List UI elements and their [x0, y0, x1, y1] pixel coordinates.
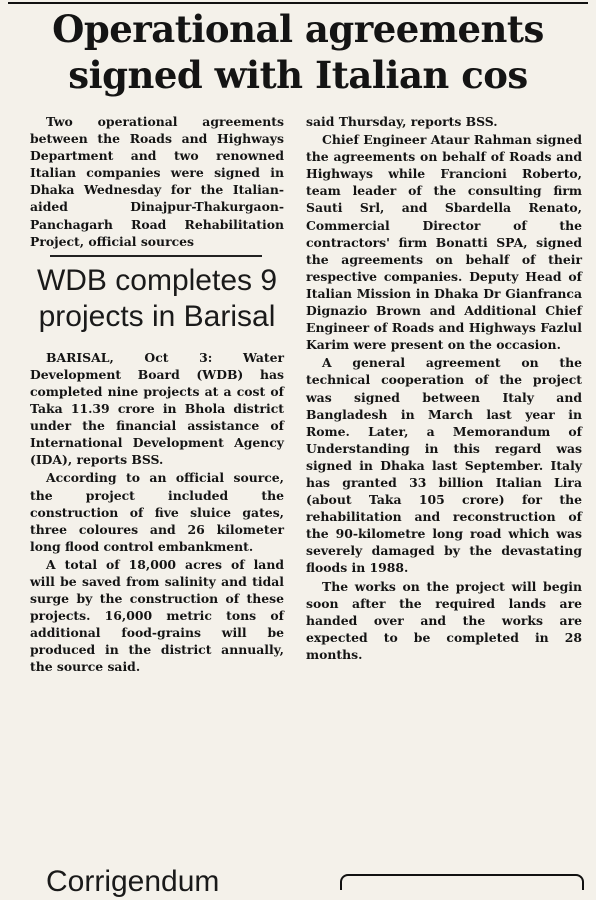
article-paragraph: said Thursday, reports BSS. [306, 114, 498, 129]
article-paragraph: Chief Engineer Ataur Rahman signed the agreements on behalf of Roads and Highways while Francioni Roberto, team leader of the consulting firm Sauti Srl, and Sbardella Renato, Commercial Director of the contractors' firm Bonatti SPA, signed the agreements on behalf of their respective companies. Deputy Head of Italian Mission in Dhaka Dr Gianfranca Dignazio Brown and Additional Chief Engineer of Roads and Highways Fazlul Karim were present on the occasion. [306, 132, 582, 353]
article2-paragraph: A total of 18,000 acres of land will be saved from salinity and tidal surge by the construction of these projects. 16,000 metric tons of additional food-grains will be produced in the district annually, the source said. [30, 556, 284, 675]
article-headline: Operational agreements signed with Italian cos [52, 7, 544, 97]
article-paragraph: A general agreement on the technical cooperation of the project was signed between Italy and Bangladesh in March last year in Rome. Later, a Memorandum of Understanding in this regard was signed in Dhaka last September. Italy has granted 33 billion Italian Lira (about Taka 105 crore) for the rehabilitation and reconstruction of the 90-kilometre long road which was severely damaged by the devastating floods in 1988. [306, 355, 582, 576]
article2-paragraph: BARISAL, Oct 3: Water Development Board (WDB) has completed nine projects at a cost of Taka 11.39 crore in Bhola district under the financial assistance of International Development Agency (IDA), reports BSS. [30, 349, 284, 468]
top-rule [8, 2, 588, 4]
article2-headline: WDB completes 9 projects in Barisal [36, 263, 278, 333]
article-paragraph: The works on the project will begin soon after the required lands are handed over and the works are expected to be completed in 28 months. [306, 578, 582, 662]
left-column [30, 113, 284, 677]
article2-paragraph: According to an official source, the project included the construction of five sluice gates, three coloures and 26 kilometer long flood control embankment. [30, 470, 284, 554]
article-divider [50, 255, 262, 257]
next-article-box [340, 874, 584, 890]
right-column [306, 113, 582, 664]
article-paragraph: Two operational agreements between the Roads and Highways Department and two renowned Italian companies were signed in Dhaka Wednesday for the Italian-aided Dinajpur-Thakurgaon-Panchagarh Road Rehabilitation Project, official sources [30, 114, 284, 249]
next-article-headline: Corrigendum [46, 865, 220, 898]
